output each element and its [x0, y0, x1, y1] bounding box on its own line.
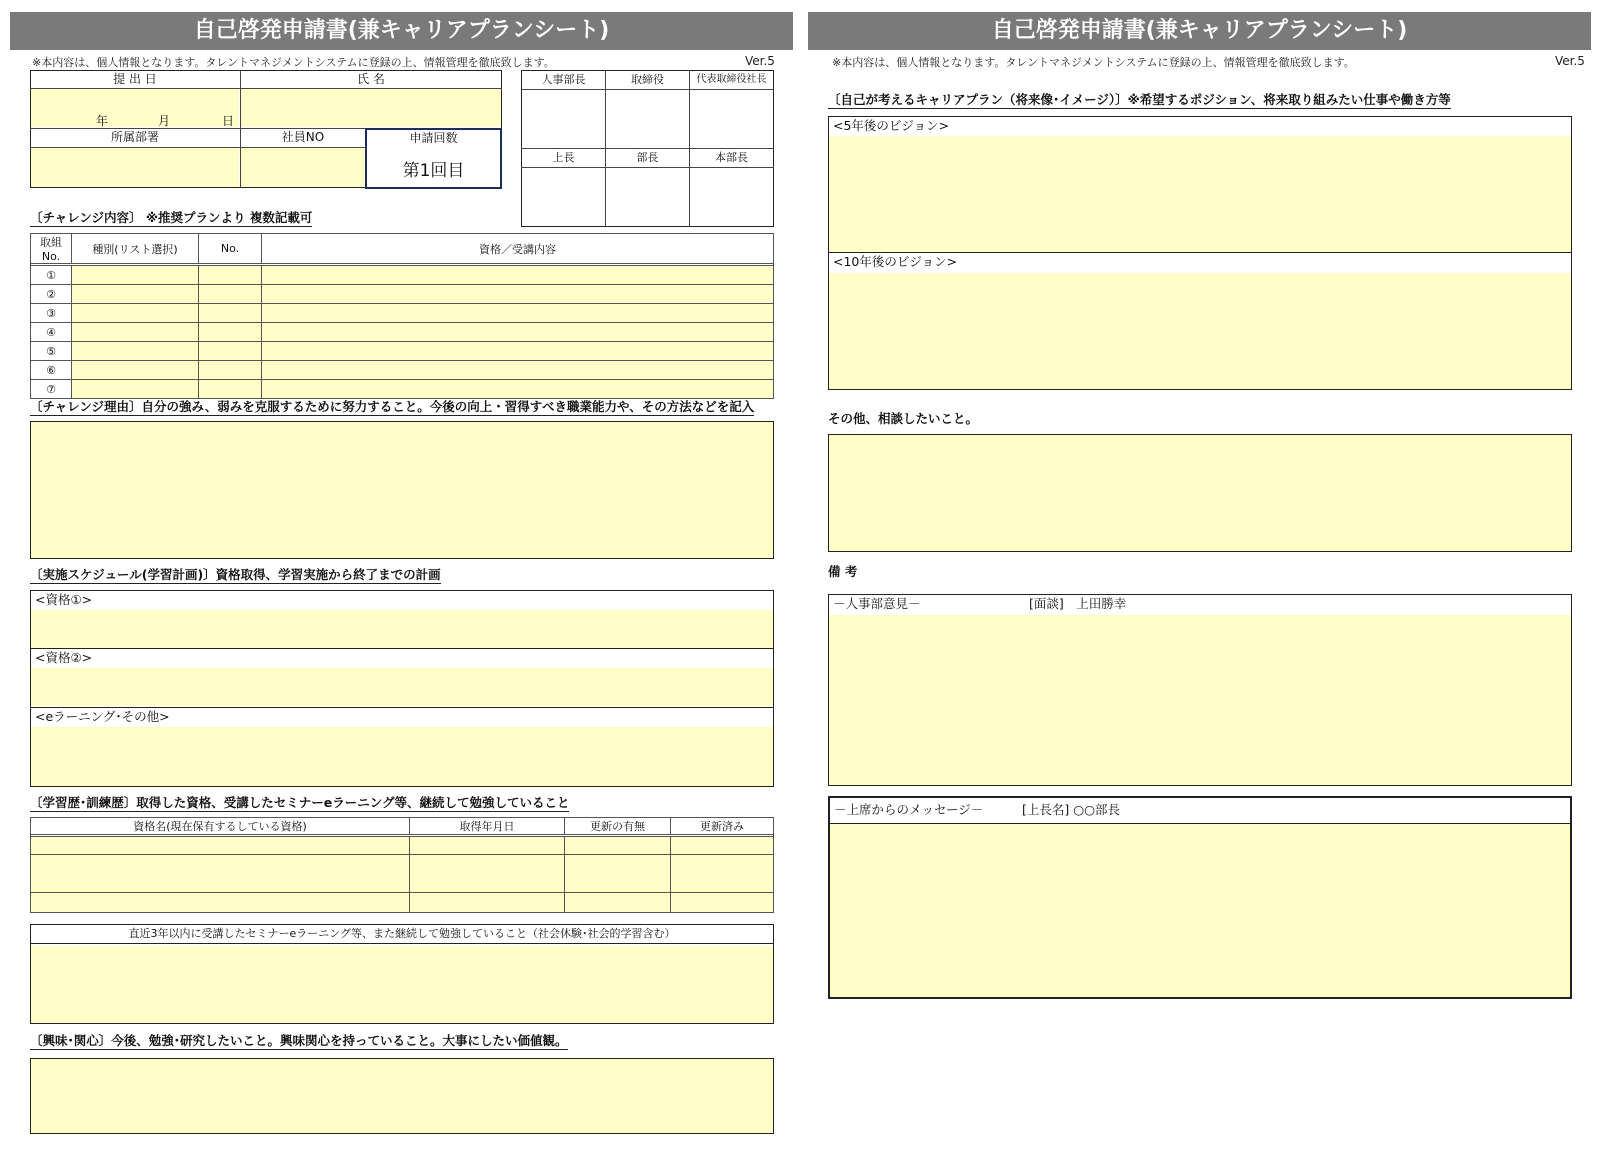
- consult-field[interactable]: [828, 434, 1572, 552]
- recent-label: 直近3年以内に受講したセミナーeラーニング等、また継続して勉強していること（社会休験･社会的学習含む）: [31, 925, 773, 942]
- challenge-row[interactable]: [31, 266, 774, 285]
- schedule-item-2-label: <資格②>: [31, 649, 773, 667]
- history-col-renewed: 更新済み: [671, 818, 774, 835]
- challenge-row[interactable]: [31, 380, 774, 399]
- boss-message-title: －上席からのメッセージ－: [834, 802, 984, 817]
- schedule-item-3-field[interactable]: [31, 727, 773, 786]
- challenge-row[interactable]: [31, 285, 774, 304]
- history-row[interactable]: [31, 893, 774, 913]
- challenge-cell[interactable]: [199, 380, 262, 399]
- challenge-cell[interactable]: [72, 380, 199, 399]
- challenge-cell[interactable]: [72, 304, 199, 323]
- challenge-row[interactable]: [31, 361, 774, 380]
- col-type: 種別(リスト選択): [72, 234, 199, 264]
- hr-opinion-title: －人事部意見－: [833, 596, 921, 611]
- left-page-title: 自己啓発申請書(兼キャリアプランシート): [10, 12, 793, 50]
- approval-president: 代表取締役社長: [690, 71, 773, 88]
- schedule-item-3-label: <eラーニング･その他>: [31, 708, 773, 726]
- right-privacy-note: ※本内容は、個人情報となります。タレントマネジメントシステムに登録の上、情報管理を徹底致します。: [832, 56, 1355, 69]
- challenge-cell[interactable]: [262, 361, 774, 380]
- vision-5-label: <5年後のビジョン>: [829, 117, 1571, 135]
- col-num: No.: [199, 234, 262, 264]
- reason-heading: 〔チャレンジ理由〕自分の強み、弱みを克服するために努力すること。今後の向上・習得すべき職業能力や、その方法などを記入: [30, 399, 755, 414]
- challenge-cell[interactable]: [262, 342, 774, 361]
- name-field[interactable]: [241, 89, 501, 127]
- left-version: Ver.5: [745, 54, 775, 68]
- left-privacy-note: ※本内容は、個人情報となります。タレントマネジメントシステムに登録の上、情報管理を徹底致します。: [32, 56, 555, 69]
- dept-field[interactable]: [31, 148, 239, 187]
- day-label: 日: [222, 114, 235, 128]
- approval-hr-director: 人事部長: [522, 71, 605, 88]
- challenge-cell[interactable]: [72, 361, 199, 380]
- history-table: [30, 817, 774, 913]
- challenge-row-number: ⑦: [31, 380, 72, 399]
- vision-5-field[interactable]: [829, 136, 1571, 252]
- career-heading: 〔自己が考えるキャリアプラン（将来像･イメージ）〕※希望するポジション、将来取り組みたい仕事や働き方等: [828, 92, 1451, 107]
- challenge-row[interactable]: [31, 342, 774, 361]
- challenge-cell[interactable]: [199, 285, 262, 304]
- hr-opinion-label: [829, 595, 1571, 614]
- approval-manager: 部長: [606, 149, 689, 166]
- right-page-title: 自己啓発申請書(兼キャリアプランシート): [808, 12, 1591, 50]
- history-heading: 〔学習歴･訓練歴〕取得した資格、受講したセミナーeラーニング等、継続して勉強していること: [30, 795, 570, 810]
- col-content: 資格／受講内容: [262, 234, 774, 264]
- challenge-cell[interactable]: [72, 266, 199, 285]
- approval-director: 取締役: [606, 71, 689, 88]
- challenge-cell[interactable]: [199, 342, 262, 361]
- month-label: 月: [158, 114, 171, 128]
- challenge-cell[interactable]: [199, 304, 262, 323]
- challenge-cell[interactable]: [262, 285, 774, 304]
- name-label: 氏 名: [241, 71, 501, 88]
- boss-message-label: [830, 798, 1570, 822]
- history-row[interactable]: [31, 855, 774, 893]
- emp-no-label: 社員NO: [241, 129, 365, 146]
- challenge-cell[interactable]: [262, 266, 774, 285]
- history-col-date: 取得年月日: [410, 818, 565, 835]
- challenge-row-number: ④: [31, 323, 72, 342]
- challenge-cell[interactable]: [262, 323, 774, 342]
- challenge-cell[interactable]: [72, 285, 199, 304]
- challenge-row-number: ③: [31, 304, 72, 323]
- dept-label: 所属部署: [31, 129, 239, 146]
- challenge-cell[interactable]: [199, 361, 262, 380]
- challenge-row-number: ①: [31, 266, 72, 285]
- remarks-heading: 備 考: [828, 564, 858, 579]
- approval-supervisor: 上長: [522, 149, 605, 166]
- schedule-heading: 〔実施スケジュール(学習計画)〕資格取得、学習実施から終了までの計画: [30, 567, 441, 582]
- hr-opinion-field[interactable]: [829, 615, 1571, 785]
- challenge-table: [30, 233, 774, 399]
- schedule-item-1-field[interactable]: [31, 610, 773, 648]
- history-col-renewal: 更新の有無: [565, 818, 671, 835]
- col-no: 取組No.: [31, 234, 72, 264]
- interview-name: [面談] 上田勝幸: [1029, 596, 1127, 611]
- challenge-row-number: ⑤: [31, 342, 72, 361]
- count-label: 申請回数: [367, 130, 500, 147]
- challenge-row-number: ⑥: [31, 361, 72, 380]
- submit-date-field[interactable]: [31, 89, 239, 127]
- challenge-row[interactable]: [31, 323, 774, 342]
- vision-10-label: <10年後のビジョン>: [829, 253, 1571, 271]
- challenge-cell[interactable]: [72, 323, 199, 342]
- challenge-cell[interactable]: [72, 342, 199, 361]
- boss-name: [上長名] ○○部長: [1022, 802, 1121, 817]
- interest-field[interactable]: [30, 1058, 774, 1134]
- history-row[interactable]: [31, 837, 774, 855]
- consult-heading: その他、相談したいこと。: [828, 411, 979, 426]
- right-version: Ver.5: [1555, 54, 1585, 68]
- submit-date-label: 提 出 日: [31, 71, 239, 88]
- schedule-item-1-label: <資格①>: [31, 591, 773, 609]
- challenge-cell[interactable]: [262, 304, 774, 323]
- challenge-cell[interactable]: [199, 323, 262, 342]
- count-value: 第1回目: [402, 161, 465, 181]
- challenge-heading: 〔チャレンジ内容〕 ※推奨プランより 複数記載可: [30, 210, 313, 225]
- boss-message-field[interactable]: [830, 824, 1570, 997]
- challenge-row[interactable]: [31, 304, 774, 323]
- emp-no-field[interactable]: [241, 148, 365, 187]
- year-label: 年: [96, 114, 109, 128]
- reason-field[interactable]: [30, 421, 774, 559]
- history-col-qualification: 資格名(現在保有するしている資格): [31, 818, 410, 835]
- recent-field[interactable]: [31, 946, 773, 1023]
- challenge-cell[interactable]: [262, 380, 774, 399]
- challenge-row-number: ②: [31, 285, 72, 304]
- approval-division-head: 本部長: [690, 149, 773, 166]
- interest-heading: 〔興味･関心〕今後、勉強･研究したいこと。興味関心を持っていること。大事にしたい価値観。: [30, 1033, 568, 1048]
- schedule-item-2-field[interactable]: [31, 668, 773, 706]
- vision-10-field[interactable]: [829, 273, 1571, 389]
- challenge-cell[interactable]: [199, 266, 262, 285]
